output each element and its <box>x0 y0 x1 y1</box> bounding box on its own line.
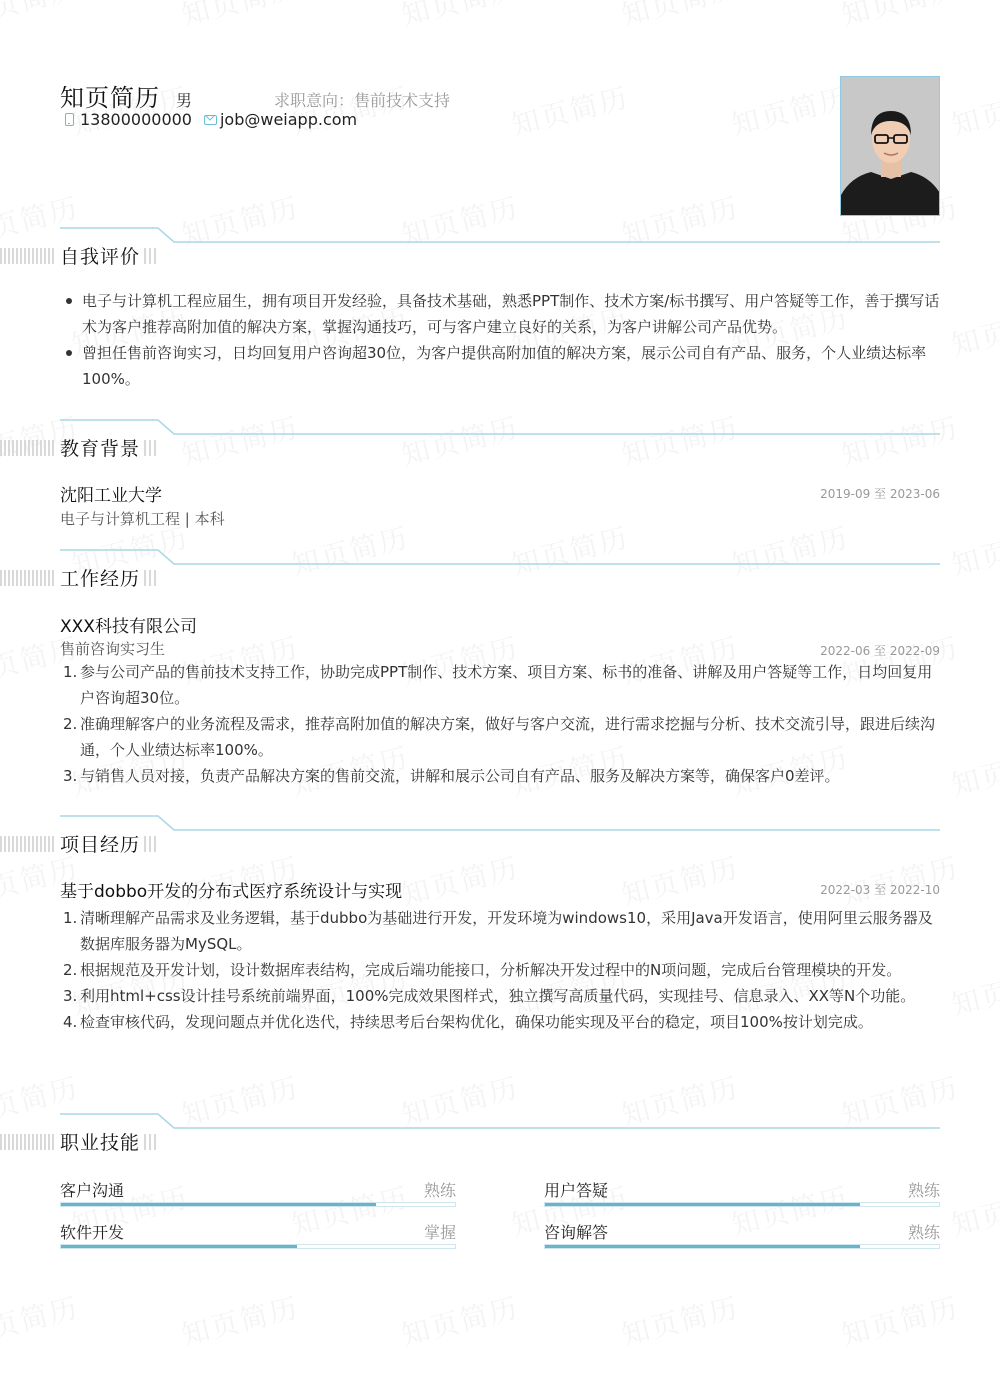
decor-bar <box>144 440 146 456</box>
decor-bar <box>44 248 46 264</box>
decor-bar <box>24 248 26 264</box>
decor-bar <box>154 440 156 456</box>
email-address: job@weiapp.com <box>219 110 358 129</box>
decor-bar <box>4 1134 6 1150</box>
decor-bar <box>144 570 146 586</box>
decor-bar <box>36 836 38 852</box>
section-project <box>0 814 1000 864</box>
divider-line <box>60 1114 940 1128</box>
skill-level: 熟练 <box>423 1181 456 1200</box>
list-item: 4. 检查审核代码，发现问题点并优化迭代，持续思考后台架构优化，确保功能实现及平台的稳定，项目100%按计划完成。 <box>63 1013 873 1031</box>
decor-bar <box>40 1134 42 1150</box>
decor-bar <box>48 248 50 264</box>
list-item: 2. 根据规范及开发计划，设计数据库表结构，完成后端功能接口，分析解决开发过程中的N项问题，完成后台管理模块的开发。 <box>63 961 902 979</box>
decor-bar <box>0 1134 2 1150</box>
skill-bar <box>60 1244 456 1249</box>
skill-bar <box>60 1202 456 1207</box>
decor-bar <box>149 1134 151 1150</box>
skill-name: 咨询解答 <box>544 1223 609 1242</box>
decor-bar <box>12 836 14 852</box>
section-self-evaluation <box>0 226 1000 276</box>
decor-bar <box>16 1134 18 1150</box>
skill-bar <box>544 1202 940 1207</box>
section-title-project: 项目经历 <box>60 834 141 856</box>
decor-bar <box>12 248 14 264</box>
work-role: 售前咨询实习生 <box>60 640 166 658</box>
decor-bar <box>12 440 14 456</box>
decor-bar <box>44 836 46 852</box>
decor-bar <box>32 1134 34 1150</box>
skill-item <box>60 1178 456 1210</box>
section-skills <box>0 1112 1000 1162</box>
decor-bar <box>144 1134 146 1150</box>
decor-bar <box>20 1134 22 1150</box>
decor-bar <box>24 836 26 852</box>
section-title-skills: 职业技能 <box>60 1132 141 1154</box>
section-education <box>0 418 1000 468</box>
candidate-name: 知页简历 <box>60 84 160 112</box>
skill-item <box>544 1220 940 1252</box>
self-evaluation-list <box>60 288 940 392</box>
decor-bar <box>48 570 50 586</box>
list-item: 电子与计算机工程应届生，拥有项目开发经验，具备技术基础，熟悉PPT制作、技术方案/标书撰写、用户答疑等工作，善于撰写话术为客户推荐高附加值的解决方案，掌握沟通技巧，可与客户建立良好的关系，为客户讲解公司产品优势。 <box>60 288 940 340</box>
decor-bar <box>0 836 2 852</box>
list-item-text: 清晰理解产品需求及业务逻辑，基于dubbo为基础进行开发，开发环境为windows10，采用Java开发语言，使用阿里云服务器及数据库服务器为MySQL。 <box>80 909 933 953</box>
decor-bar <box>20 570 22 586</box>
decor-bar <box>44 570 46 586</box>
job-intent: 求职意向：售前技术支持 <box>274 91 451 110</box>
decor-bar <box>8 1134 10 1150</box>
decor-bar <box>40 836 42 852</box>
decor-bar <box>4 248 6 264</box>
project-duties-list <box>60 905 940 1035</box>
decor-bar <box>52 836 54 852</box>
decor-bar <box>149 440 151 456</box>
skill-item <box>544 1178 940 1210</box>
decor-bar <box>149 570 151 586</box>
education-major: 电子与计算机工程 | 本科 <box>60 510 225 528</box>
phone-contact[interactable] <box>60 110 192 129</box>
list-item-text: 参与公司产品的售前技术支持工作，协助完成PPT制作、技术方案、项目方案、标书的准备、讲解及用户答疑等工作，日均回复用户咨询超30位。 <box>80 663 933 707</box>
decor-bar <box>32 836 34 852</box>
decor-bar <box>28 440 30 456</box>
decor-bar <box>12 1134 14 1150</box>
decor-bar <box>48 1134 50 1150</box>
decor-bar <box>36 570 38 586</box>
decor-bar <box>40 570 42 586</box>
decor-bar <box>52 440 54 456</box>
decor-bar <box>52 570 54 586</box>
decor-bar <box>8 570 10 586</box>
decor-bar <box>154 570 156 586</box>
skill-name: 软件开发 <box>60 1223 125 1242</box>
decor-bar <box>20 248 22 264</box>
section-divider <box>0 226 1000 276</box>
list-item-text: 根据规范及开发计划，设计数据库表结构，完成后端功能接口，分析解决开发过程中的N项问题，完成后台管理模块的开发。 <box>80 961 902 979</box>
contact-row <box>60 110 369 129</box>
decor-bar <box>32 248 34 264</box>
decor-bar <box>12 570 14 586</box>
decor-bar <box>154 1134 156 1150</box>
decor-bar <box>149 248 151 264</box>
decor-bar <box>0 440 2 456</box>
decor-bar <box>32 440 34 456</box>
list-item: 1. 清晰理解产品需求及业务逻辑，基于dubbo为基础进行开发，开发环境为windows10，采用Java开发语言，使用阿里云服务器及数据库服务器为MySQL。 <box>63 909 933 953</box>
decor-bar <box>16 440 18 456</box>
email-contact[interactable] <box>204 110 357 129</box>
decor-bar <box>44 1134 46 1150</box>
decor-bar <box>20 440 22 456</box>
skill-bar-fill <box>61 1203 376 1206</box>
decor-bar <box>52 1134 54 1150</box>
list-item-text: 利用html+css设计挂号系统前端界面，100%完成效果图样式，独立撰写高质量代码，实现挂号、信息录入、XX等N个功能。 <box>80 987 916 1005</box>
company-name: XXX科技有限公司 <box>60 617 197 637</box>
section-title-work: 工作经历 <box>60 568 141 590</box>
profile-photo <box>840 76 940 216</box>
skill-level: 掌握 <box>423 1223 456 1242</box>
decor-bar <box>24 570 26 586</box>
decor-bar <box>8 248 10 264</box>
section-divider <box>0 814 1000 864</box>
list-item-text: 准确理解客户的业务流程及需求，推荐高附加值的解决方案，做好与客户交流，进行需求挖掘与分析、技术交流引导，跟进后续沟通，个人业绩达标率100%。 <box>80 715 936 759</box>
decor-bar <box>16 248 18 264</box>
decor-bar <box>28 570 30 586</box>
decor-bar <box>36 440 38 456</box>
work-duties-list <box>60 659 940 789</box>
section-work <box>0 548 1000 598</box>
decor-bar <box>28 836 30 852</box>
skill-bar <box>544 1244 940 1249</box>
list-item: 2. 准确理解客户的业务流程及需求，推荐高附加值的解决方案，做好与客户交流，进行需求挖掘与分析、技术交流引导，跟进后续沟通，个人业绩达标率100%。 <box>63 715 936 759</box>
decor-bar <box>144 248 146 264</box>
skill-name: 客户沟通 <box>60 1181 125 1200</box>
decor-bar <box>0 570 2 586</box>
section-title-self: 自我评价 <box>60 246 141 268</box>
list-item: 1. 参与公司产品的售前技术支持工作，协助完成PPT制作、技术方案、项目方案、标书的准备、讲解及用户答疑等工作，日均回复用户咨询超30位。 <box>63 663 933 707</box>
list-item-text: 检查审核代码，发现问题点并优化迭代，持续思考后台架构优化，确保功能实现及平台的稳定，项目100%按计划完成。 <box>80 1013 873 1031</box>
skill-bar-fill <box>545 1245 860 1248</box>
decor-bar <box>24 440 26 456</box>
skill-level: 熟练 <box>907 1223 940 1242</box>
divider-line <box>60 816 940 830</box>
decor-bar <box>32 570 34 586</box>
decor-bar <box>16 836 18 852</box>
decor-bar <box>52 248 54 264</box>
project-date: 2022-03 至 2022-10 <box>820 883 940 897</box>
list-item: 3. 与销售人员对接，负责产品解决方案的售前交流，讲解和展示公司自有产品、服务及解决方案等，确保客户0差评。 <box>63 767 840 785</box>
skill-bar-fill <box>545 1203 860 1206</box>
decor-bar <box>0 248 2 264</box>
decor-bar <box>8 836 10 852</box>
skill-item <box>60 1220 456 1252</box>
decor-bar <box>154 836 156 852</box>
decor-bar <box>24 1134 26 1150</box>
education-date: 2019-09 至 2023-06 <box>820 487 940 501</box>
decor-bar <box>40 248 42 264</box>
section-title-education: 教育背景 <box>60 438 141 460</box>
divider-line <box>60 228 940 242</box>
skill-name: 用户答疑 <box>544 1181 609 1200</box>
section-divider <box>0 418 1000 468</box>
decor-bar <box>44 440 46 456</box>
decor-bar <box>48 440 50 456</box>
decor-bar <box>28 248 30 264</box>
work-date: 2022-06 至 2022-09 <box>820 644 940 658</box>
decor-bar <box>4 836 6 852</box>
phone-icon <box>65 113 74 126</box>
mail-icon <box>204 115 217 125</box>
list-item: 3. 利用html+css设计挂号系统前端界面，100%完成效果图样式，独立撰写高质量代码，实现挂号、信息录入、XX等N个功能。 <box>63 987 916 1005</box>
project-name: 基于dobbo开发的分布式医疗系统设计与实现 <box>60 882 403 902</box>
skill-level: 熟练 <box>907 1181 940 1200</box>
decor-bar <box>16 570 18 586</box>
decor-bar <box>48 836 50 852</box>
decor-bar <box>8 440 10 456</box>
section-divider <box>0 548 1000 598</box>
decor-bar <box>149 836 151 852</box>
list-item: 曾担任售前咨询实习，日均回复用户咨询超30位，为客户提供高附加值的解决方案，展示公司自有产品、服务，个人业绩达标率100%。 <box>60 340 940 392</box>
decor-bar <box>28 1134 30 1150</box>
decor-bar <box>36 248 38 264</box>
phone-number: 13800000000 <box>80 110 192 129</box>
divider-line <box>60 420 940 434</box>
candidate-gender: 男 <box>176 91 193 110</box>
profile-photo-image <box>841 77 940 216</box>
decor-bar <box>4 570 6 586</box>
school-name: 沈阳工业大学 <box>60 486 162 506</box>
divider-line <box>60 550 940 564</box>
decor-bar <box>20 836 22 852</box>
decor-bar <box>4 440 6 456</box>
list-item-text: 与销售人员对接，负责产品解决方案的售前交流，讲解和展示公司自有产品、服务及解决方案等，确保客户0差评。 <box>80 767 840 785</box>
decor-bar <box>40 440 42 456</box>
section-divider <box>0 1112 1000 1162</box>
skill-bar-fill <box>61 1245 297 1248</box>
decor-bar <box>144 836 146 852</box>
decor-bar <box>154 248 156 264</box>
decor-bar <box>36 1134 38 1150</box>
